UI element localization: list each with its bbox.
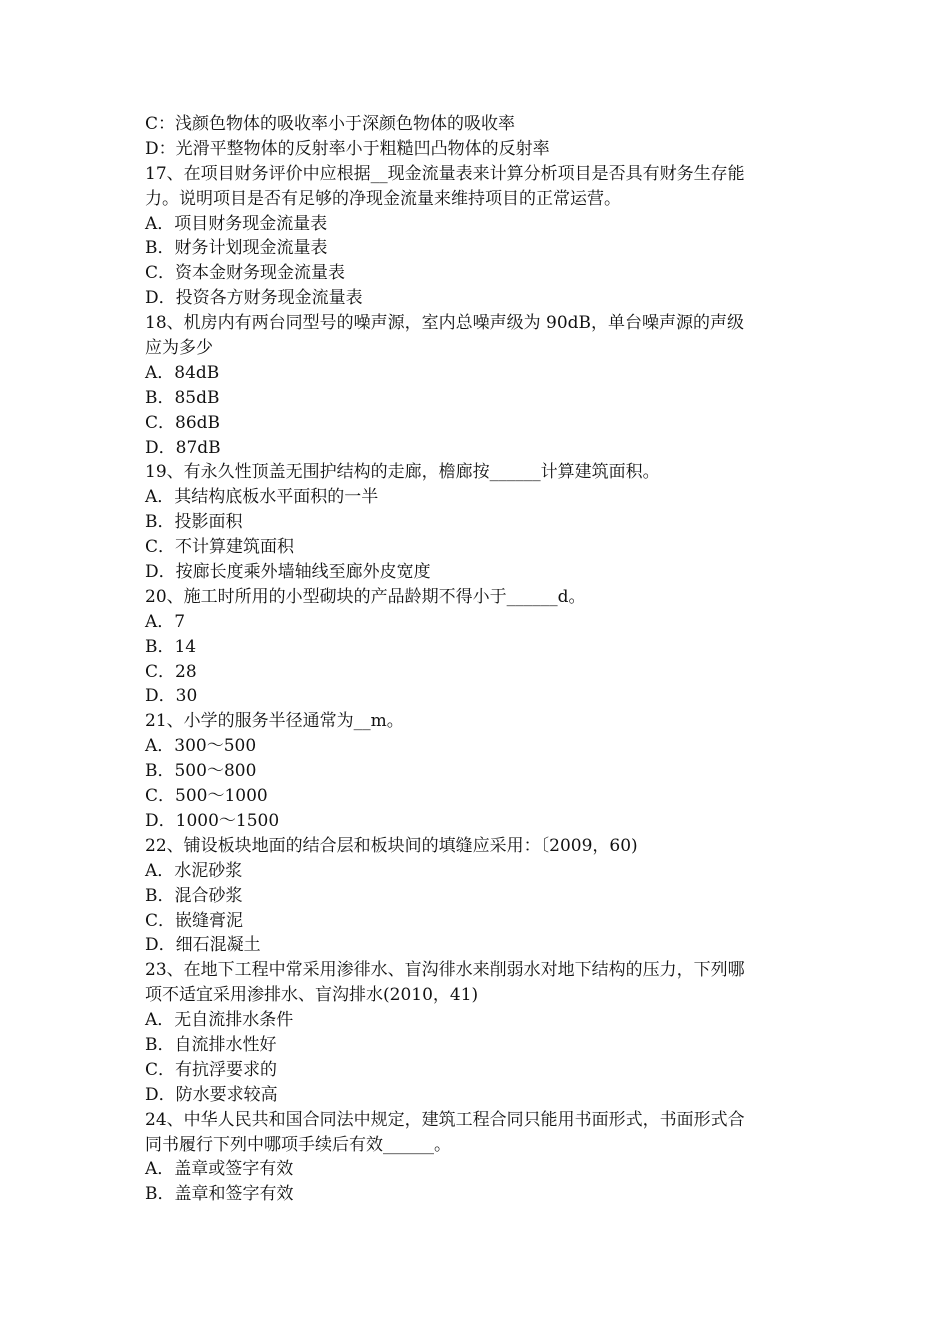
- q23-option-b: B．自流排水性好: [145, 1034, 277, 1055]
- q20-option-b: B．14: [145, 636, 197, 657]
- q23-option-d: D．防水要求较高: [145, 1084, 278, 1105]
- q21-option-b: B．500～800: [145, 761, 257, 782]
- document-body: [145, 112, 815, 1207]
- q20-option-c: C．28: [145, 661, 197, 682]
- option-d-line: D：光滑平整物体的反射率小于粗糙凹凸物体的反射率: [145, 138, 550, 159]
- q24-option-a: A．盖章或签字有效: [145, 1159, 294, 1180]
- q18-option-b: B．85dB: [145, 387, 220, 408]
- question-18-line-1: 18、机房内有两台同型号的噪声源，室内总噪声级为 90dB，单台噪声源的声级: [145, 313, 745, 334]
- q17-option-a: A．项目财务现金流量表: [145, 213, 328, 234]
- q20-option-a: A．7: [145, 611, 186, 632]
- question-17-line-1: 17、在项目财务评价中应根据__现金流量表来计算分析项目是否具有财务生存能: [145, 163, 745, 184]
- q17-option-b: B．财务计划现金流量表: [145, 238, 328, 259]
- q21-option-d: D．1000～1500: [145, 810, 280, 831]
- q19-option-a: A．其结构底板水平面积的一半: [145, 487, 379, 508]
- q17-option-c: C．资本金财务现金流量表: [145, 263, 346, 284]
- q18-option-d: D．87dB: [145, 437, 221, 458]
- q19-option-d: D．按廊长度乘外墙轴线至廊外皮宽度: [145, 562, 431, 583]
- option-c-line: C：浅颜色物体的吸收率小于深颜色物体的吸收率: [145, 114, 516, 134]
- q17-option-d: D．投资各方财务现金流量表: [145, 288, 363, 309]
- q21-option-a: A．300～500: [145, 736, 257, 757]
- q22-option-d: D．细石混凝土: [145, 935, 261, 956]
- question-24-line-2: 同书履行下列中哪项手续后有效______。: [145, 1134, 451, 1155]
- question-18-line-2: 应为多少: [145, 338, 213, 359]
- question-23-line-2: 项不适宜采用渗排水、盲沟排水(2010，41): [145, 985, 479, 1006]
- question-24-line-1: 24、中华人民共和国合同法中规定，建筑工程合同只能用书面形式，书面形式合: [145, 1109, 745, 1130]
- question-17-line-2: 力。说明项目是否有足够的净现金流量来维持项目的正常运营。: [145, 188, 621, 209]
- question-19: 19、有永久性顶盖无围护结构的走廊，檐廊按______计算建筑面积。: [145, 462, 660, 483]
- q22-option-c: C．嵌缝膏泥: [145, 910, 244, 931]
- q18-option-c: C．86dB: [145, 412, 221, 433]
- question-20: 20、施工时所用的小型砌块的产品龄期不得小于______d。: [145, 586, 586, 607]
- q21-option-c: C．500～1000: [145, 786, 268, 807]
- q19-option-b: B．投影面积: [145, 512, 243, 533]
- q22-option-b: B．混合砂浆: [145, 885, 243, 906]
- q23-option-a: A．无自流排水条件: [145, 1010, 294, 1031]
- q19-option-c: C．不计算建筑面积: [145, 537, 295, 558]
- q22-option-a: A．水泥砂浆: [145, 860, 243, 881]
- question-23-line-1: 23、在地下工程中常采用渗徘水、盲沟徘水来削弱水对地下结构的压力，下列哪: [145, 960, 745, 981]
- q23-option-c: C．有抗浮要求的: [145, 1059, 278, 1080]
- q18-option-a: A．84dB: [145, 362, 220, 383]
- q24-option-b: B．盖章和签字有效: [145, 1184, 294, 1205]
- question-22: 22、铺设板块地面的结合层和板块间的填缝应采用：〔2009，60): [145, 835, 638, 856]
- question-21: 21、小学的服务半径通常为__m。: [145, 711, 404, 732]
- q20-option-d: D．30: [145, 686, 198, 707]
